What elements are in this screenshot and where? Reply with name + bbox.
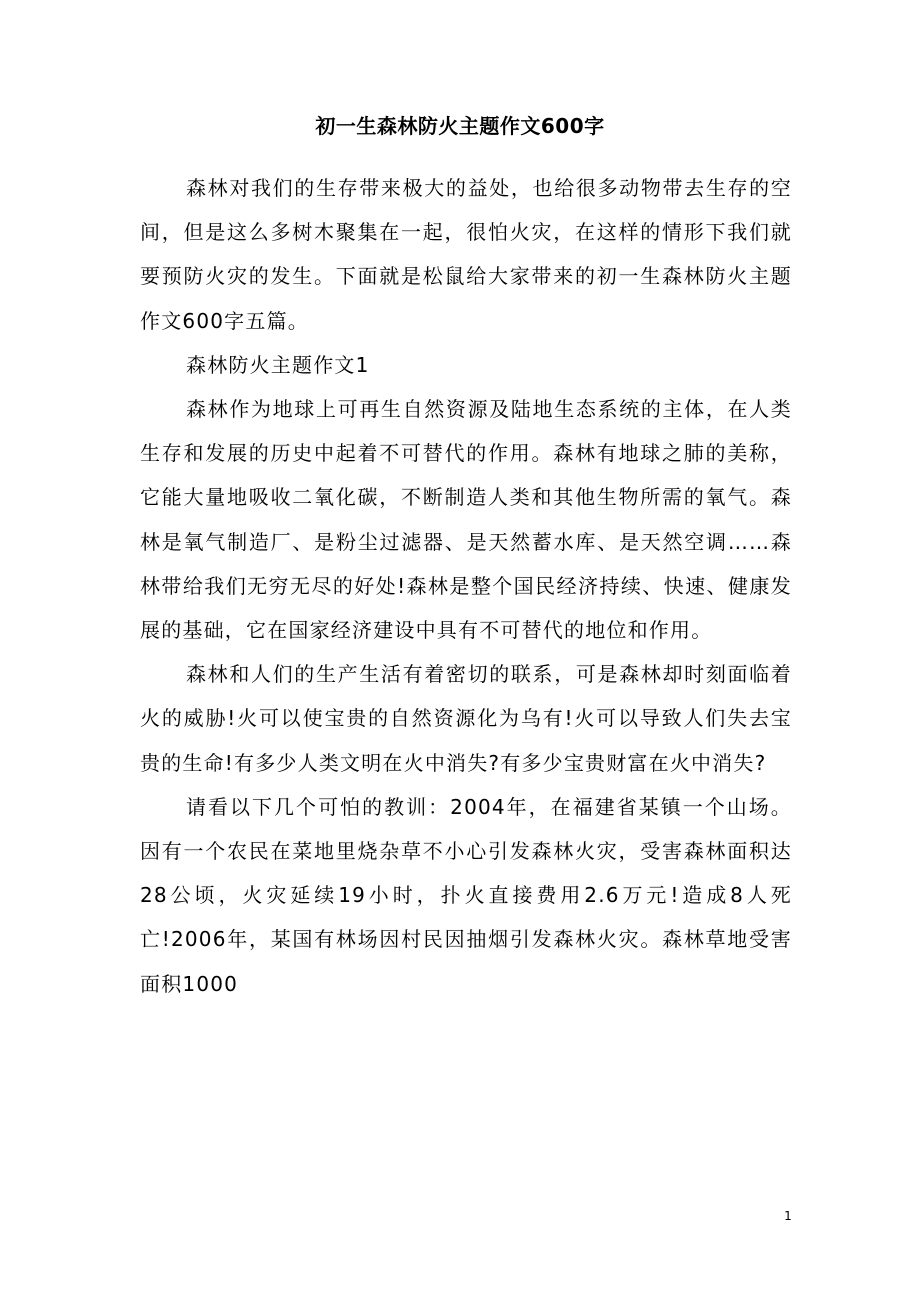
body-paragraph: 森林作为地球上可再生自然资源及陆地生态系统的主体，在人类生存和发展的历史中起着不可替代的作用。森林有地球之肺的美称，它能大量地吸收二氧化碳，不断制造人类和其他生物所需的氧气。森林是氧气制造厂、是粉尘过滤器、是天然蓄水库、是天然空调……森林带给我们无穷无尽的好处!森林是整个国民经济持续、快速、健康发展的基础，它在国家经济建设中具有不可替代的地位和作用。 — [140, 397, 792, 643]
section-heading: 森林防火主题作文1 — [186, 352, 370, 377]
document-title: 初一生森林防火主题作文600字 — [315, 114, 605, 138]
body-paragraph: 森林和人们的生产生活有着密切的联系，可是森林却时刻面临着火的威胁!火可以使宝贵的自然资源化为乌有!火可以导致人们失去宝贵的生命!有多少人类文明在火中消失?有多少宝贵财富在火中消失? — [140, 662, 792, 775]
page-number: 1 — [784, 1209, 792, 1223]
intro-paragraph: 森林对我们的生存带来极大的益处，也给很多动物带去生存的空间，但是这么多树木聚集在一起，很怕火灾，在这样的情形下我们就要预防火灾的发生。下面就是松鼠给大家带来的初一生森林防火主题作文600字五篇。 — [140, 176, 792, 333]
document-body — [140, 166, 792, 1006]
body-paragraph: 请看以下几个可怕的教训：2004年，在福建省某镇一个山场。因有一个农民在菜地里烧杂草不小心引发森林火灾，受害森林面积达28公顷，火灾延续19小时，扑火直接费用2.6万元!造成8人死亡!2006年，某国有林场因村民因抽烟引发森林火灾。森林草地受害面积1000 — [140, 794, 792, 996]
